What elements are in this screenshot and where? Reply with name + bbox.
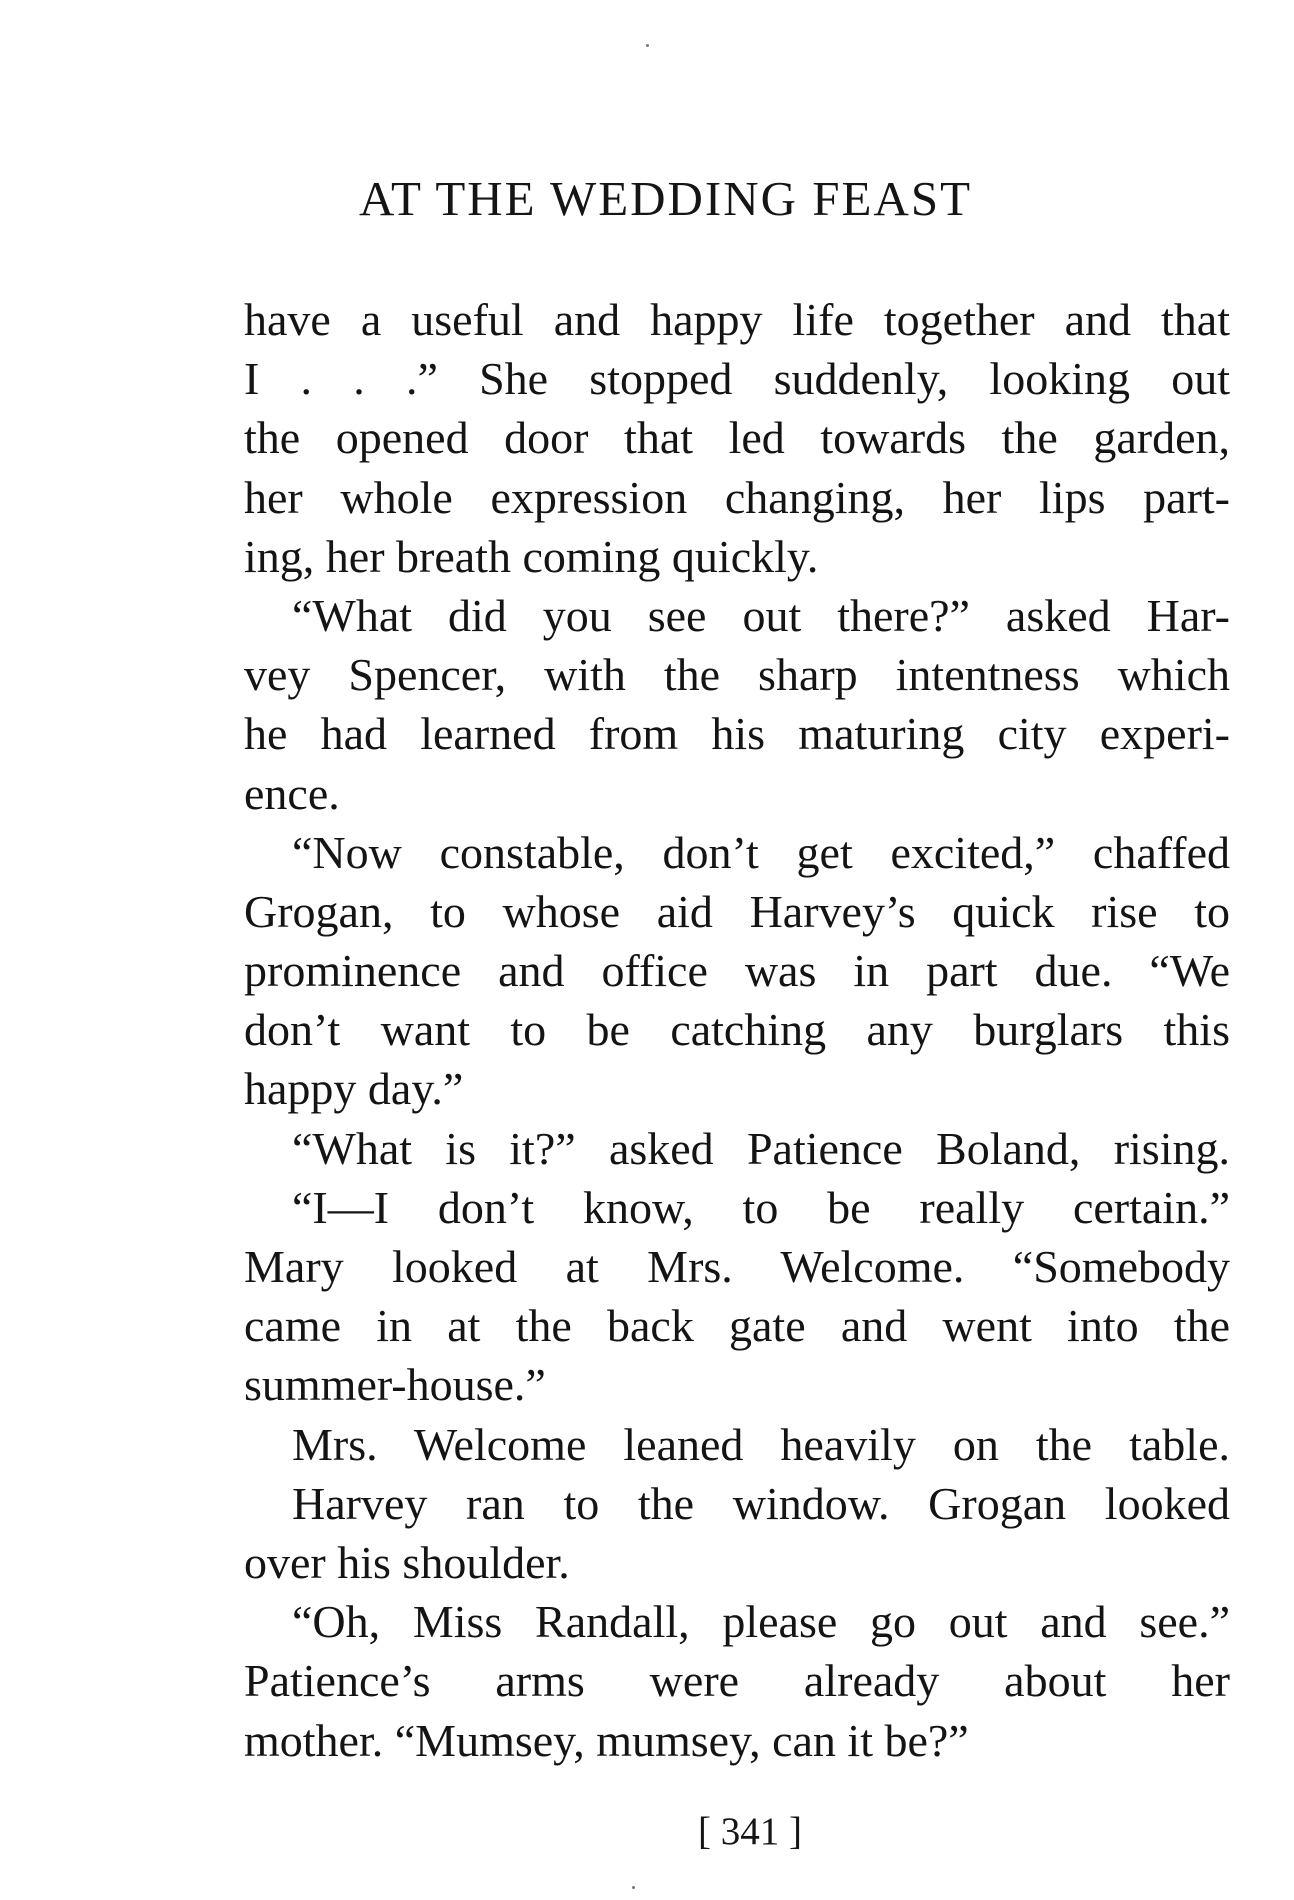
text-line: the opened door that led towards the garden, bbox=[244, 412, 1230, 464]
text-line: vey Spencer, with the sharp intentness which bbox=[244, 649, 1230, 701]
text-line: have a useful and happy life together and that bbox=[244, 294, 1230, 345]
text-line: “Oh, Miss Randall, please go out and see.” bbox=[292, 1596, 1230, 1648]
text-line: happy day.” bbox=[244, 1063, 464, 1115]
text-line: prominence and office was in part due. “We bbox=[244, 945, 1230, 997]
text-line: “Now constable, don’t get excited,” chaffed bbox=[292, 826, 1230, 878]
page-number: [ 341 ] bbox=[698, 1810, 802, 1853]
text-line: I . . .” She stopped suddenly, looking out bbox=[244, 353, 1230, 405]
text-line: her whole expression changing, her lips part- bbox=[244, 471, 1230, 523]
running-head: AT THE WEDDING FEAST bbox=[359, 171, 973, 226]
text-line: “I—I don’t know, to be really certain.” bbox=[292, 1181, 1230, 1233]
text-line: he had learned from his maturing city experi- bbox=[244, 708, 1230, 760]
text-line: don’t want to be catching any burglars this bbox=[244, 1004, 1230, 1056]
text-line: Mary looked at Mrs. Welcome. “Somebody bbox=[244, 1241, 1230, 1292]
text-line: over his shoulder. bbox=[244, 1536, 570, 1588]
text-line: came in at the back gate and went into the bbox=[244, 1300, 1230, 1352]
text-line: mother. “Mumsey, mumsey, can it be?” bbox=[244, 1714, 969, 1766]
text-line: Mrs. Welcome leaned heavily on the table. bbox=[292, 1418, 1230, 1470]
text-line: Patience’s arms were already about her bbox=[244, 1655, 1230, 1707]
text-line: ing, her breath coming quickly. bbox=[244, 530, 819, 582]
text-line: summer-house.” bbox=[244, 1359, 546, 1411]
text-line: Harvey ran to the window. Grogan looked bbox=[292, 1477, 1230, 1529]
paper-speck bbox=[632, 1886, 635, 1889]
text-line: “What is it?” asked Patience Boland, rising. bbox=[292, 1122, 1230, 1174]
paper-speck bbox=[646, 44, 649, 47]
page-body-text bbox=[244, 290, 1230, 1770]
text-line: Grogan, to whose aid Harvey’s quick rise to bbox=[244, 885, 1230, 937]
text-line: ence. bbox=[244, 767, 340, 819]
text-line: “What did you see out there?” asked Har- bbox=[292, 589, 1230, 641]
